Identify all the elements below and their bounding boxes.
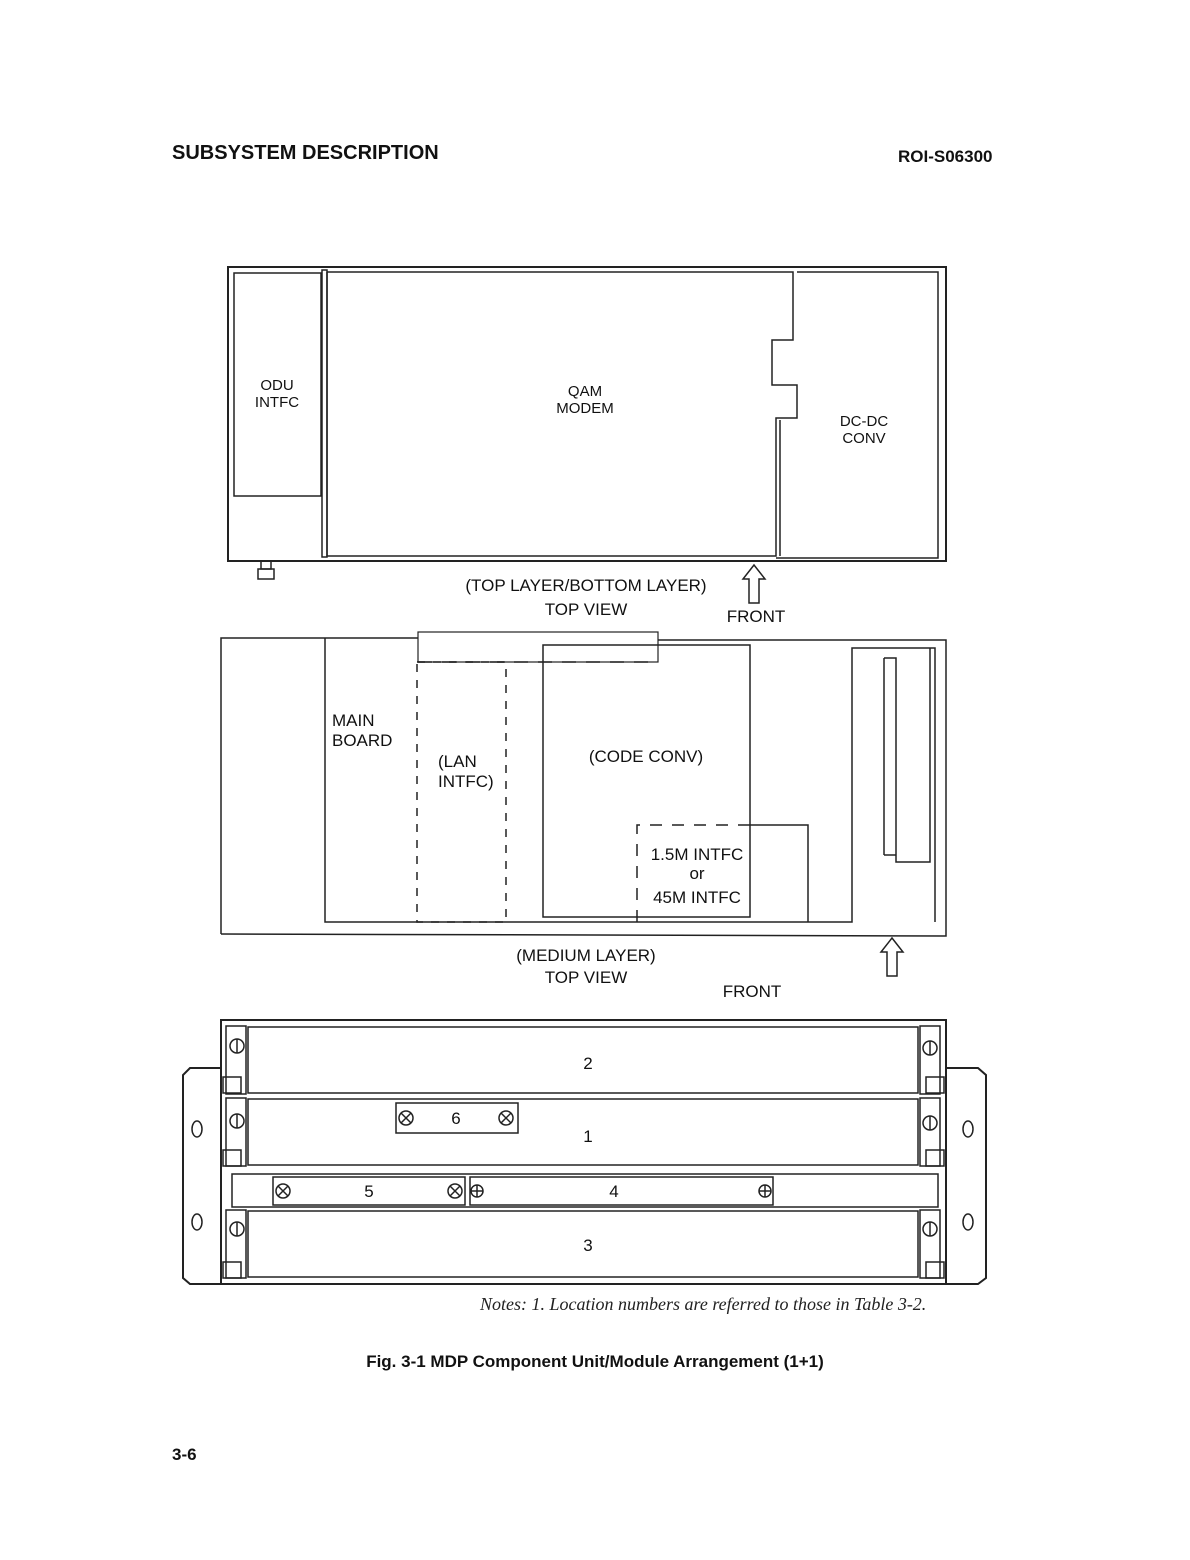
latch-right-tab: [926, 1262, 944, 1278]
code-conv-box: [543, 645, 750, 917]
medium-layer-view: [221, 632, 946, 1001]
medium-view-caption: (MEDIUM LAYER): [516, 946, 656, 965]
figure-notes: Notes: 1. Location numbers are referred to those in Table 3-2.: [480, 1294, 927, 1314]
main-board-label: MAIN: [332, 711, 375, 730]
latch-left-1: [226, 1098, 246, 1166]
right-mount-hole-icon: [963, 1214, 973, 1230]
qam-label-2: MODEM: [556, 400, 614, 417]
intfc-outline: [750, 825, 808, 922]
odu-label: ODU: [260, 377, 294, 394]
lan-intfc-label-2: INTFC): [438, 772, 494, 791]
slot-4-5-row: [232, 1174, 938, 1207]
latch-right-tab: [926, 1077, 944, 1093]
top-layer-view: [228, 267, 946, 626]
right-mount-hole-icon: [963, 1121, 973, 1137]
slot-2-label: 2: [583, 1054, 593, 1073]
front-arrow-icon: [743, 565, 765, 603]
latch-right-1: [920, 1098, 940, 1166]
slot-6-label: 6: [451, 1109, 461, 1128]
medium-chassis-right: [221, 640, 946, 936]
slot-4-label: 4: [609, 1182, 619, 1201]
latch-left-3: [226, 1210, 246, 1278]
slot-1-label: 1: [583, 1127, 593, 1146]
medium-chassis-left: [221, 638, 418, 934]
left-mount-hole-icon: [192, 1214, 202, 1230]
connector-stub: [261, 561, 271, 569]
latch-right-3: [920, 1210, 940, 1278]
front-label-top: FRONT: [726, 607, 786, 626]
top-bracket: [418, 632, 658, 662]
front-arrow-icon: [881, 938, 903, 976]
qam-label: QAM: [567, 383, 603, 400]
latch-left-2: [226, 1026, 246, 1094]
right-rack-ear: [946, 1068, 986, 1284]
intfc-label-2: 45M INTFC: [653, 888, 741, 907]
top-view-caption-2: TOP VIEW: [544, 600, 628, 619]
top-view-caption: (TOP LAYER/BOTTOM LAYER): [465, 576, 707, 595]
front-label-medium: FRONT: [722, 982, 782, 1001]
front-panel-view: [183, 1020, 986, 1284]
medium-view-caption-2: TOP VIEW: [544, 968, 628, 987]
slot-3-label: 3: [583, 1236, 593, 1255]
latch-right-tab: [926, 1150, 944, 1166]
odu-label-2: INTFC: [254, 394, 300, 411]
right-connector: [884, 648, 930, 862]
intfc-or-label: or: [689, 864, 705, 883]
latch-right-2: [920, 1026, 940, 1094]
connector-head: [258, 569, 274, 579]
page-number: 3-6: [172, 1445, 197, 1464]
section-header: SUBSYSTEM DESCRIPTION: [172, 142, 439, 164]
main-board-label-2: BOARD: [332, 731, 393, 750]
left-mount-hole-icon: [192, 1121, 202, 1137]
figure-caption: Fig. 3-1 MDP Component Unit/Module Arrangement (1+1): [366, 1352, 824, 1371]
code-conv-label: (CODE CONV): [588, 747, 704, 766]
dcdc-label-2: CONV: [842, 430, 886, 447]
lan-intfc-label: (LAN: [438, 752, 477, 771]
document-number: ROI-S06300: [898, 147, 993, 166]
lan-intfc-box: [417, 662, 506, 922]
right-latches: [920, 1026, 944, 1278]
intfc-label: 1.5M INTFC: [650, 845, 744, 864]
slot-5-label: 5: [364, 1182, 374, 1201]
slot-4-module: [470, 1177, 773, 1205]
left-rack-ear: [183, 1068, 221, 1284]
dcdc-label: DC-DC: [839, 413, 889, 430]
left-latches: [223, 1026, 246, 1278]
